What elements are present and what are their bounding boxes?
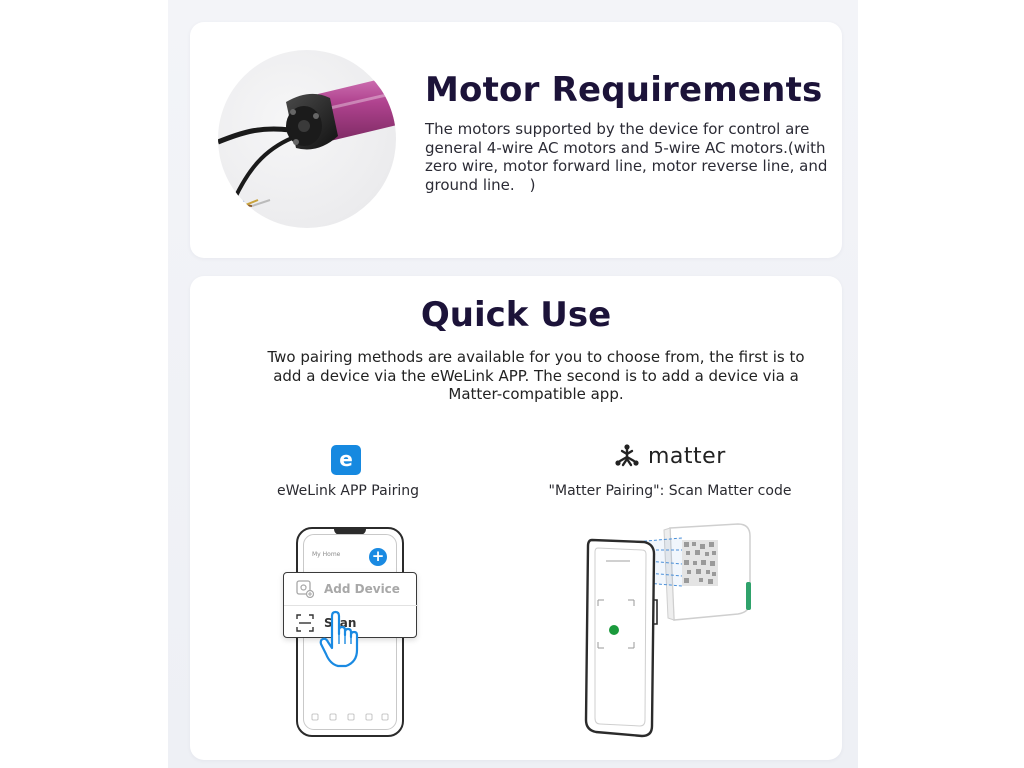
quick-use-description: Two pairing methods are available for you to choose from, the first is to add a device via the eWeLink APP. The second is to add a device via a Matter-compatible app.	[267, 348, 805, 403]
matter-scan-illustration	[578, 520, 758, 742]
ewelink-logo: e	[331, 445, 361, 475]
matter-logo	[614, 441, 726, 471]
matter-logo-icon	[614, 443, 640, 469]
add-device-label: Add Device	[324, 582, 400, 596]
phone-header-text: My Home	[312, 551, 341, 558]
add-device-icon	[296, 580, 314, 598]
motor-requirements-description: The motors supported by the device for control are general 4-wire AC motors and 5-wire AC motors.(with zero wire, motor forward line, motor reverse line, and ground line. )	[425, 120, 828, 194]
phone-tab-bar	[308, 712, 390, 722]
matter-pairing-label: "Matter Pairing": Scan Matter code	[548, 483, 792, 499]
plus-icon: +	[369, 548, 387, 566]
quick-use-title: Quick Use	[420, 295, 612, 335]
motor-requirements-title: Motor Requirements	[425, 70, 823, 110]
scan-icon	[296, 614, 314, 632]
motor-photo	[218, 50, 396, 228]
matter-logo-word: matter	[648, 443, 726, 469]
add-device-menu-item	[284, 573, 418, 606]
scan-label: Scan	[324, 615, 357, 630]
hand-pointer-icon	[318, 610, 366, 670]
ewelink-pairing-label: eWeLink APP Pairing	[277, 483, 419, 499]
